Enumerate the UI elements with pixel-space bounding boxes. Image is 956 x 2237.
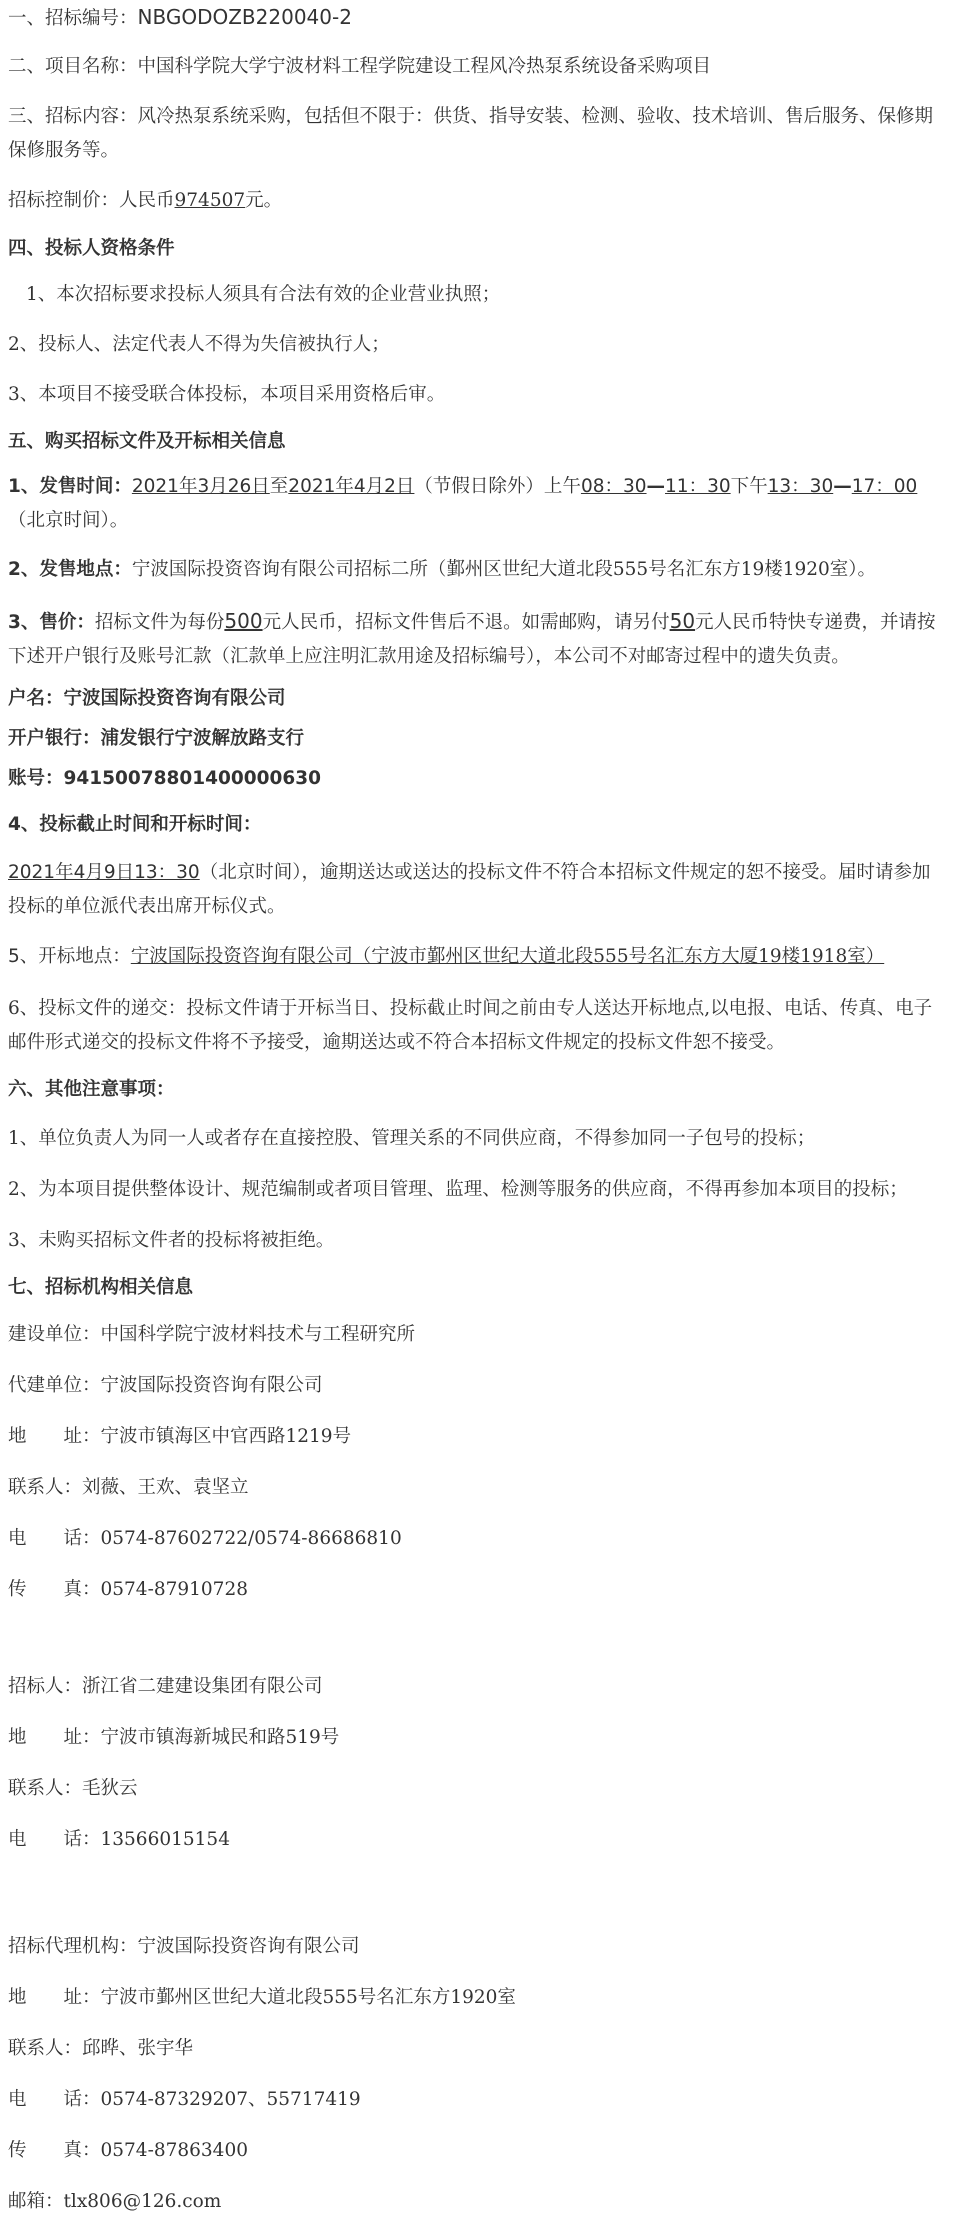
account-name: 户名：宁波国际投资咨询有限公司 [8, 688, 286, 709]
sale-time-note: （节假日除外）上午 [414, 476, 581, 497]
opening-location-text: 宁波国际投资咨询有限公司（宁波市鄞州区世纪大道北段555号名汇东方大厦19楼1918室） [130, 946, 885, 967]
construction-phone: 电 话：0574-87602722/0574-86686810 [8, 1528, 402, 1549]
sale-location-line [8, 553, 948, 587]
sale-time-label: 1、发售时间： [8, 476, 132, 497]
note-item-1: 1、单位负责人为同一人或者存在直接控股、管理关系的不同供应商，不得参加同一子包号的投标； [8, 1128, 816, 1149]
section-heading-qualification: 四、投标人资格条件 [8, 238, 175, 259]
agency-address: 地 址：宁波市鄞州区世纪大道北段555号名汇东方1920室 [8, 1987, 516, 2008]
deadline-heading: 4、投标截止时间和开标时间： [8, 814, 262, 835]
tenderer-contact: 联系人：毛狄云 [8, 1778, 138, 1799]
control-price-suffix: 元。 [245, 190, 283, 211]
tenderer: 招标人：浙江省二建建设集团有限公司 [8, 1676, 323, 1697]
morning-start-time: 08：30 [580, 476, 647, 497]
price-text-a: 招标文件为每份 [94, 612, 225, 633]
tender-number-line [8, 0, 948, 36]
afternoon-word: 下午 [730, 476, 768, 497]
tenderer-address: 地 址：宁波市镇海新城民和路519号 [8, 1727, 340, 1748]
tender-number-label: 一、招标编号： [8, 8, 138, 29]
control-price-amount: 974507 [174, 190, 246, 211]
price-text-c: 元人民币特快专递费，并请按下述开户银行及账号汇款（汇款单上应注明汇款用途及招标编号），本公司不对邮寄过程中的遗失负责。 [8, 612, 936, 667]
section-heading-notes: 六、其他注意事项： [8, 1079, 175, 1100]
construction-fax: 传 真：0574-87910728 [8, 1579, 248, 1600]
price-label: 3、售价： [8, 612, 95, 633]
agent-construction-unit: 代建单位：宁波国际投资咨询有限公司 [8, 1375, 323, 1396]
account-bank: 开户银行：浦发银行宁波解放路支行 [8, 728, 305, 749]
opening-location-label: 5、开标地点： [8, 946, 131, 967]
control-price-line [8, 184, 948, 218]
sale-location-text: 宁波国际投资咨询有限公司招标二所（鄞州区世纪大道北段555号名汇东方19楼1920室）。 [131, 559, 877, 580]
note-item-3: 3、未购买招标文件者的投标将被拒绝。 [8, 1230, 335, 1251]
agency-fax: 传 真：0574-87863400 [8, 2140, 248, 2161]
submission-line: 6、投标文件的递交：投标文件请于开标当日、投标截止时间之前由专人送达开标地点,以电报、电话、传真、电子邮件形式递交的投标文件将不予接受，逾期送达或不符合本招标文件规定的投标文件恕不接受。 [8, 998, 933, 1053]
price-text-b: 元人民币，招标文件售后不退。如需邮购，请另付 [262, 612, 670, 633]
sale-start-date: 2021年3月26日 [131, 476, 270, 497]
deadline-text: （北京时间），逾期送达或送达的投标文件不符合本招标文件规定的恕不接受。届时请参加投标的单位派代表出席开标仪式。 [8, 862, 931, 917]
qualification-item-2: 2、投标人、法定代表人不得为失信被执行人； [8, 334, 390, 355]
note-item-2: 2、为本项目提供整体设计、规范编制或者项目管理、监理、检测等服务的供应商，不得再参加本项目的投标； [8, 1179, 908, 1200]
section-heading-agency: 七、招标机构相关信息 [8, 1277, 194, 1298]
agency-phone: 电 话：0574-87329207、55717419 [8, 2089, 361, 2110]
deadline-line [8, 856, 948, 924]
opening-location-line [8, 940, 948, 974]
account-number: 账号：94150078801400000630 [8, 768, 321, 789]
section-heading-purchase: 五、购买招标文件及开标相关信息 [8, 431, 286, 452]
sale-time-end: （北京时间）。 [8, 510, 129, 531]
project-name-line: 二、项目名称：中国科学院大学宁波材料工程学院建设工程风冷热泵系统设备采购项目 [8, 56, 712, 77]
afternoon-start-time: 13：30 [767, 476, 834, 497]
afternoon-end-time: 17：00 [851, 476, 918, 497]
tender-agency: 招标代理机构：宁波国际投资咨询有限公司 [8, 1936, 360, 1957]
qualification-item-3: 3、本项目不接受联合体投标，本项目采用资格后审。 [8, 384, 446, 405]
qualification-item-1: 1、本次招标要求投标人须具有合法有效的企业营业执照； [26, 284, 501, 305]
construction-unit: 建设单位：中国科学院宁波材料技术与工程研究所 [8, 1324, 416, 1345]
sale-to-word: 至 [269, 476, 289, 497]
sale-location-label: 2、发售地点： [8, 559, 132, 580]
control-price-label: 招标控制价：人民币 [8, 190, 175, 211]
price-line [8, 604, 948, 674]
agency-contacts: 联系人：邱晔、张宇华 [8, 2038, 194, 2059]
morning-end-time: 11：30 [665, 476, 731, 497]
construction-contacts: 联系人：刘薇、王欢、袁坚立 [8, 1477, 249, 1498]
agency-email: 邮箱：tlx806@126.com [8, 2191, 222, 2212]
tender-content-line: 三、招标内容：风冷热泵系统采购，包括但不限于：供货、指导安装、检测、验收、技术培训、售后服务、保修期保修服务等。 [8, 106, 934, 161]
document-price: 500 [224, 609, 263, 633]
postage-fee: 50 [669, 609, 696, 633]
tenderer-phone: 电 话：13566015154 [8, 1829, 230, 1850]
tender-number: NBGODOZB220040-2 [137, 5, 352, 29]
construction-address: 地 址：宁波市镇海区中官西路1219号 [8, 1426, 352, 1447]
sale-end-date: 2021年4月2日 [288, 476, 415, 497]
morning-dash: — [646, 476, 666, 497]
sale-time-line [8, 470, 948, 538]
deadline-datetime: 2021年4月9日13：30 [8, 862, 200, 883]
afternoon-dash: — [833, 476, 852, 497]
